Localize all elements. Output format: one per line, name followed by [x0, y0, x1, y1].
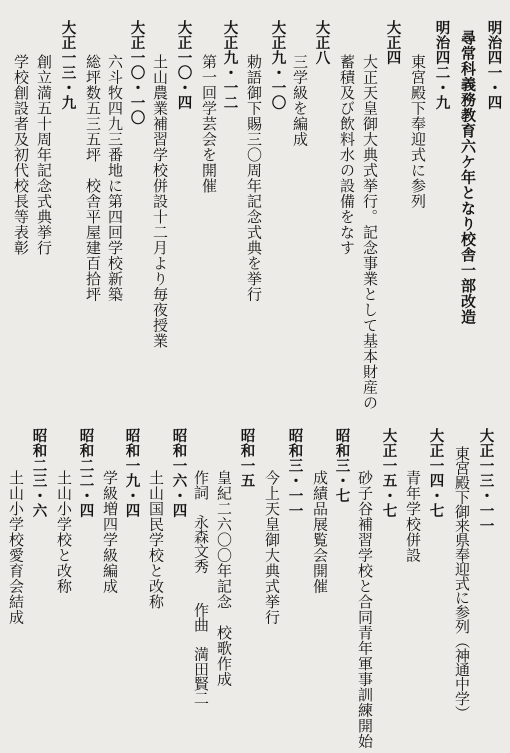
entry-date: 明治四一・四 — [485, 20, 503, 110]
entry-date: 昭和三・七 — [333, 428, 351, 503]
entry-text: 六斗牧四九三番地に第四回学校新築 — [106, 54, 124, 302]
entry-date: 昭和二三・六 — [30, 428, 48, 518]
entry-text: 土山小学校愛育会結成 — [7, 470, 25, 625]
entry-text: 東宮殿下御来県奉迎式に参列（神通中学） — [453, 446, 471, 720]
entry-text: 三学級を編成 — [291, 54, 309, 147]
entry-text: 今上天皇御大典式挙行 — [263, 470, 281, 625]
entry-date: 大正一三・一一 — [477, 428, 495, 533]
entry-date: 大正一〇・一〇 — [128, 20, 146, 125]
entry-text: 成績品展覧会開催 — [311, 470, 329, 594]
entry-date: 大正一三・九 — [59, 20, 77, 110]
entry-date: 昭和二二・四 — [77, 428, 95, 518]
entry-text: 総坪数五三五坪 校舎平屋建百拾坪 — [84, 54, 102, 302]
entry-text: 勅語御下賜三〇周年記念式典を挙行 — [245, 54, 263, 302]
entry-text: 創立満五十周年記念式典挙行 — [35, 54, 53, 256]
entry-date: 昭和一五 — [238, 428, 256, 488]
entry-date: 明治四二・九 — [433, 20, 451, 110]
entry-text: 青年学校併設 — [404, 470, 422, 563]
entry-text: 土山農業補習学校併設十二月より毎夜授業 — [151, 54, 169, 349]
entry-date: 大正九・一〇 — [269, 20, 287, 110]
entry-date: 昭和一九・四 — [123, 428, 141, 518]
entry-text: 土山小学校と改称 — [55, 470, 73, 594]
entry-date: 大正一五・七 — [380, 428, 398, 518]
entry-date: 大正九・一二 — [221, 20, 239, 110]
entry-date: 大正四 — [384, 20, 402, 65]
entry-text: 学校創設者及初代校長等表彰 — [12, 54, 30, 256]
entry-text: 大正天皇御大典式挙行。記念事業として基本財産の — [361, 54, 379, 411]
entry-date: 大正八 — [313, 20, 331, 65]
entry-text: 皇紀二六〇〇年記念 校歌作成 — [215, 470, 233, 687]
entry-text: 尋常科義務教育六ケ年となり校舎一部改造 — [459, 30, 477, 325]
entry-text: 土山国民学校と改称 — [147, 470, 165, 610]
entry-date: 昭和一六・四 — [170, 428, 188, 518]
entry-text: 学級増四学級編成 — [101, 470, 119, 594]
entry-date: 大正一〇・四 — [175, 20, 193, 110]
entry-text: 蓄積及び飲料水の設備をなす — [338, 54, 356, 256]
entry-date: 大正一四・七 — [427, 428, 445, 518]
entry-text: 作詞 永森文秀 作曲 満田賢二 — [192, 470, 210, 706]
entry-text: 東宮殿下奉迎式に参列 — [409, 54, 427, 209]
entry-text: 第一回学芸会を開催 — [200, 54, 218, 194]
entry-text: 砂子谷補習学校と合同青年軍事訓練開始 — [356, 470, 374, 749]
entry-date: 昭和三・一一 — [286, 428, 304, 518]
